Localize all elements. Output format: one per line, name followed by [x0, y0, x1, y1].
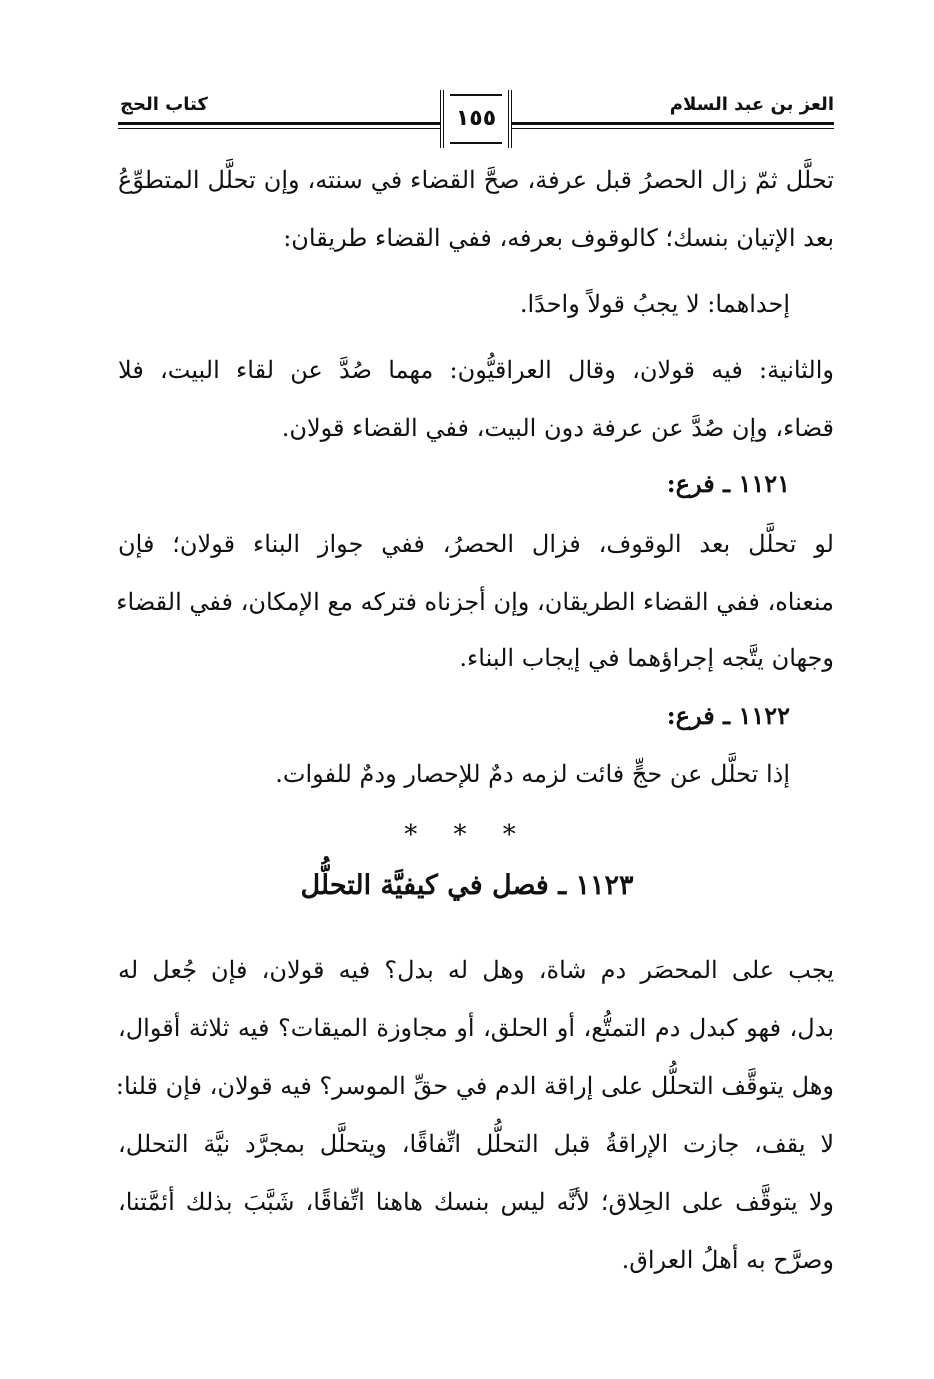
text-line: قضاء، وإن صُدَّ عن عرفة دون البيت، ففي القضاء قولان. — [281, 414, 834, 442]
text-line: ولا يتوقَّف على الحِلاق؛ لأنَّه ليس بنسك هاهنا اتِّفاقًا، شَبَّبَ بذلك أئمَّتنا، — [118, 1188, 834, 1216]
text-line: إذا تحلَّل عن حجٍّ فائت لزمه دمٌ للإحصار ودمٌ للفوات. — [275, 760, 790, 788]
text-line: يجب على المحصَر دم شاة، وهل له بدل؟ فيه قولان، فإن جُعل له — [118, 956, 834, 984]
section-separator: * * * — [404, 820, 530, 850]
text-line: إحداهما: لا يجبُ قولاً واحدًا. — [519, 290, 790, 318]
text-line: والثانية: فيه قولان، وقال العراقيُّون: مهما صُدَّ عن لقاء البيت، فلا — [118, 356, 834, 384]
page-number: ١٥٥ — [455, 106, 497, 131]
text-line: وصرَّح به أهلُ العراق. — [621, 1246, 834, 1274]
branch-heading: ١١٢١ ـ فرع: — [666, 469, 790, 498]
text-line: تحلَّل ثمّ زال الحصرُ قبل عرفة، صحَّ القضاء في سنته، وإن تحلَّل المتطوِّعُ — [118, 166, 834, 194]
header-book-section: كتاب الحج — [120, 94, 208, 115]
text-line: وجهان يتَّجه إجراؤهما في إيجاب البناء. — [459, 644, 834, 672]
text-line: بدل، فهو كبدل دم التمتُّع، أو الحلق، أو مجاوزة الميقات؟ فيه ثلاثة أقوال، — [118, 1014, 834, 1042]
text-line: لو تحلَّل بعد الوقوف، فزال الحصرُ، ففي جواز البناء قولان؛ فإن — [118, 530, 834, 558]
branch-heading: ١١٢٢ ـ فرع: — [666, 701, 790, 730]
text-line: وهل يتوقَّف التحلُّل على إراقة الدم في حقِّ الموسر؟ فيه قولان، فإن قلنا: — [115, 1072, 834, 1100]
page-number-frame — [440, 90, 512, 148]
text-line: لا يقف، جازت الإراقةُ قبل التحلُّل اتِّفاقًا، ويتحلَّل بمجرَّد نيَّة التحلل، — [118, 1130, 834, 1158]
page-header — [118, 88, 834, 158]
header-author: العز بن عبد السلام — [669, 94, 834, 115]
text-line: بعد الإتيان بنسك؛ كالوقوف بعرفه، ففي القضاء طريقان: — [283, 224, 834, 252]
section-title: ١١٢٣ ـ فصل في كيفيَّة التحلُّل — [300, 870, 634, 901]
text-line: منعناه، ففي القضاء الطريقان، وإن أجزناه فتركه مع الإمكان، ففي القضاء — [116, 588, 834, 616]
